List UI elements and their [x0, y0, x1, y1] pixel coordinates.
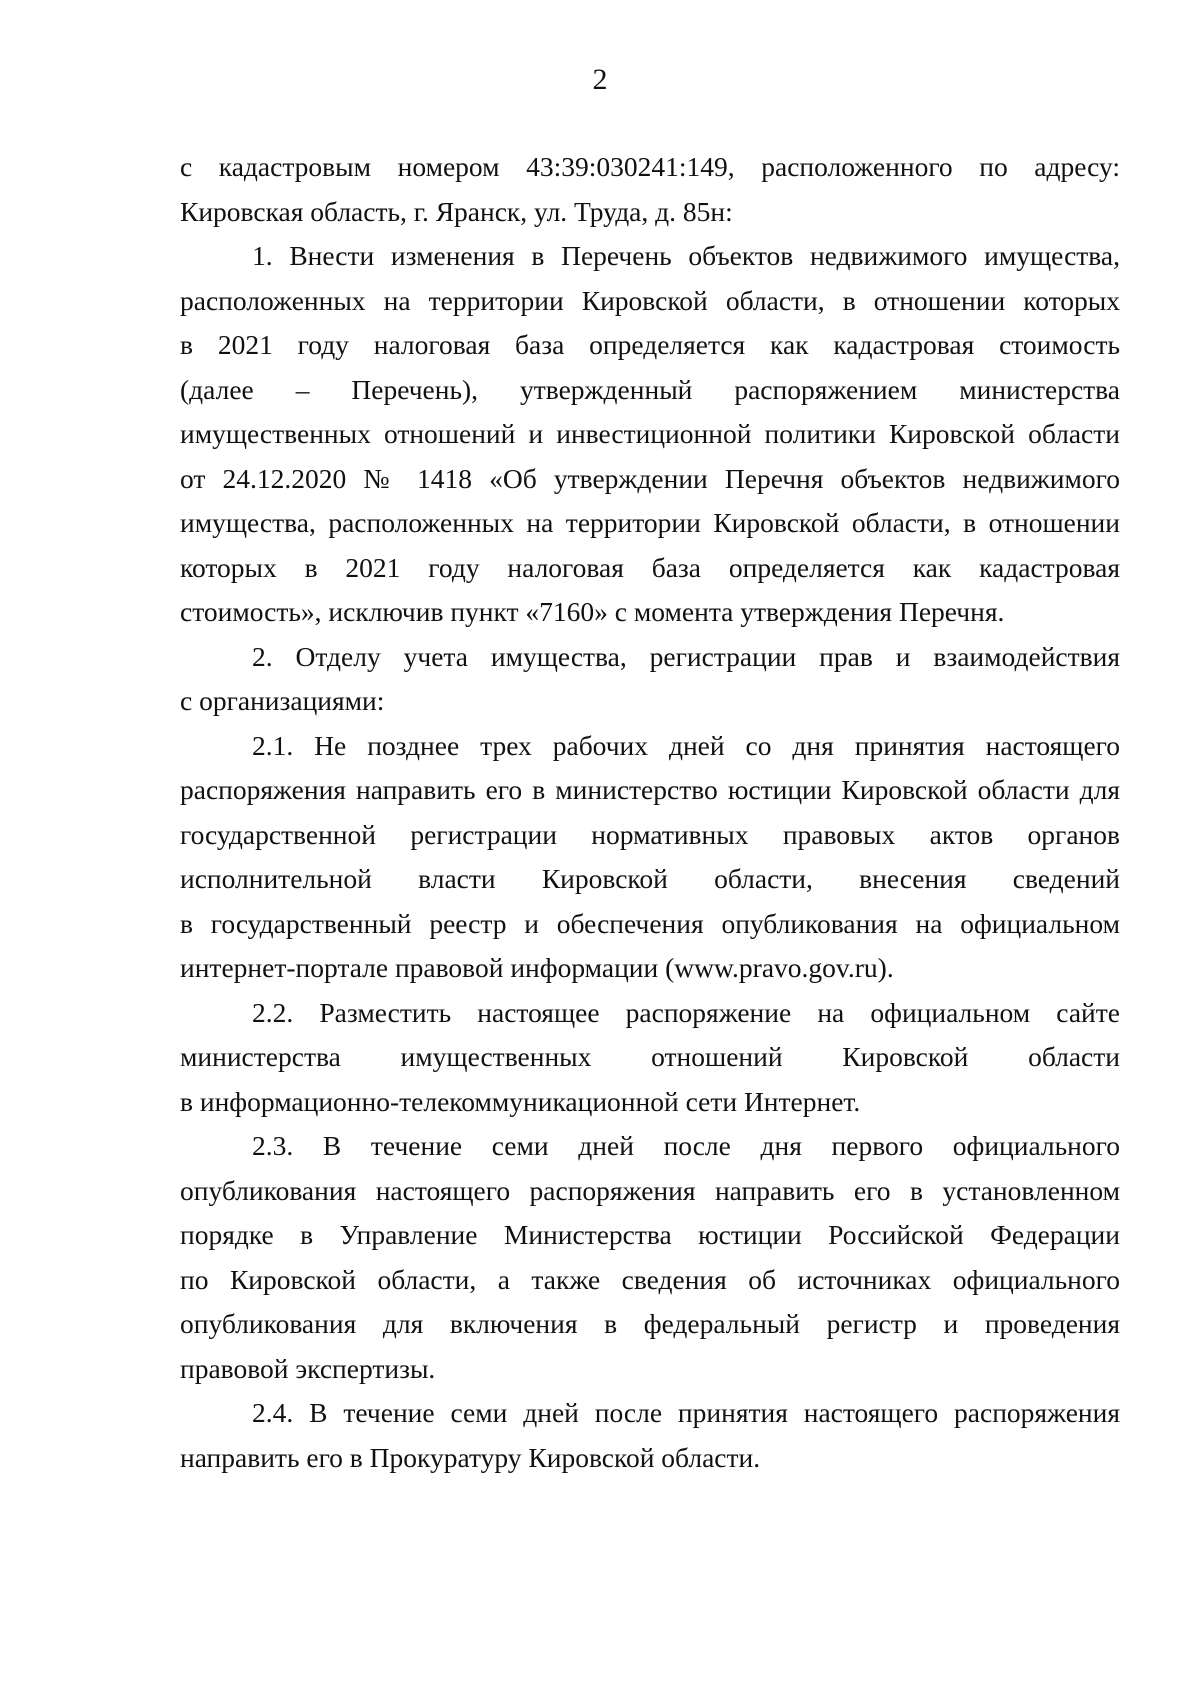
item-1-paragraph: [180, 234, 1120, 635]
text-line: опубликования настоящего распоряжения направить его в установленном: [180, 1174, 1120, 1206]
text-line: которых в 2021 году налоговая база определяется как кадастровая: [180, 551, 1120, 583]
text-line: в государственный реестр и обеспечения опубликования на официальном: [180, 907, 1120, 939]
text-line: 2.2. Разместить настоящее распоряжение на официальном сайте: [252, 996, 1120, 1028]
item-2-4-paragraph: [180, 1391, 1120, 1480]
text-line: в 2021 году налоговая база определяется как кадастровая стоимость: [180, 329, 1120, 360]
text-line: порядке в Управление Министерства юстиции Российской Федерации: [180, 1219, 1120, 1250]
intro-paragraph: [180, 145, 1120, 234]
document-body: [180, 145, 1120, 1480]
text-line: с организациями:: [180, 685, 385, 716]
text-line: имущества, расположенных на территории Кировской области, в отношении: [180, 507, 1120, 538]
text-line: министерства имущественных отношений Кировской области: [180, 1041, 1120, 1072]
text-line: интернет-портале правовой информации (www.pravo.gov.ru).: [180, 952, 894, 983]
text-line: с кадастровым номером 43:39:030241:149, расположенного по адресу:: [180, 151, 1120, 182]
text-line: (далее – Перечень), утвержденный распоряжением министерства: [180, 373, 1120, 405]
item-2-3-paragraph: [180, 1124, 1120, 1391]
text-line: по Кировской области, а также сведения об источниках официального: [180, 1263, 1120, 1295]
text-line: имущественных отношений и инвестиционной политики Кировской области: [180, 418, 1120, 449]
text-line: 2.3. В течение семи дней после дня первого официального: [252, 1130, 1120, 1161]
text-line: Кировская область, г. Яранск, ул. Труда, д. 85н:: [180, 195, 733, 227]
text-line: в информационно-телекоммуникационной сети Интернет.: [180, 1085, 861, 1117]
text-line: исполнительной власти Кировской области, внесения сведений: [180, 863, 1120, 894]
text-line: 2. Отделу учета имущества, регистрации прав и взаимодействия: [252, 640, 1120, 672]
text-line: расположенных на территории Кировской области, в отношении которых: [180, 284, 1120, 316]
text-line: опубликования для включения в федеральный регистр и проведения: [180, 1308, 1120, 1339]
text-line: 1. Внести изменения в Перечень объектов недвижимого имущества,: [252, 240, 1120, 271]
text-line: распоряжения направить его в министерство юстиции Кировской области для: [180, 774, 1120, 805]
text-line: правовой экспертизы.: [180, 1352, 436, 1384]
text-line: 2.1. Не позднее трех рабочих дней со дня принятия настоящего: [252, 729, 1120, 761]
text-line: 2.4. В течение семи дней после принятия настоящего распоряжения: [252, 1397, 1120, 1428]
item-2-paragraph: [180, 635, 1120, 724]
text-line: государственной регистрации нормативных правовых актов органов: [180, 818, 1120, 850]
item-2-2-paragraph: [180, 991, 1120, 1125]
text-line: от 24.12.2020 № 1418 «Об утверждении Перечня объектов недвижимого: [180, 462, 1120, 494]
text-line: стоимость», исключив пункт «7160» с момента утверждения Перечня.: [180, 596, 1005, 627]
item-2-1-paragraph: [180, 724, 1120, 991]
text-line: направить его в Прокуратуру Кировской области.: [180, 1441, 761, 1473]
page-number: 2: [592, 63, 608, 96]
